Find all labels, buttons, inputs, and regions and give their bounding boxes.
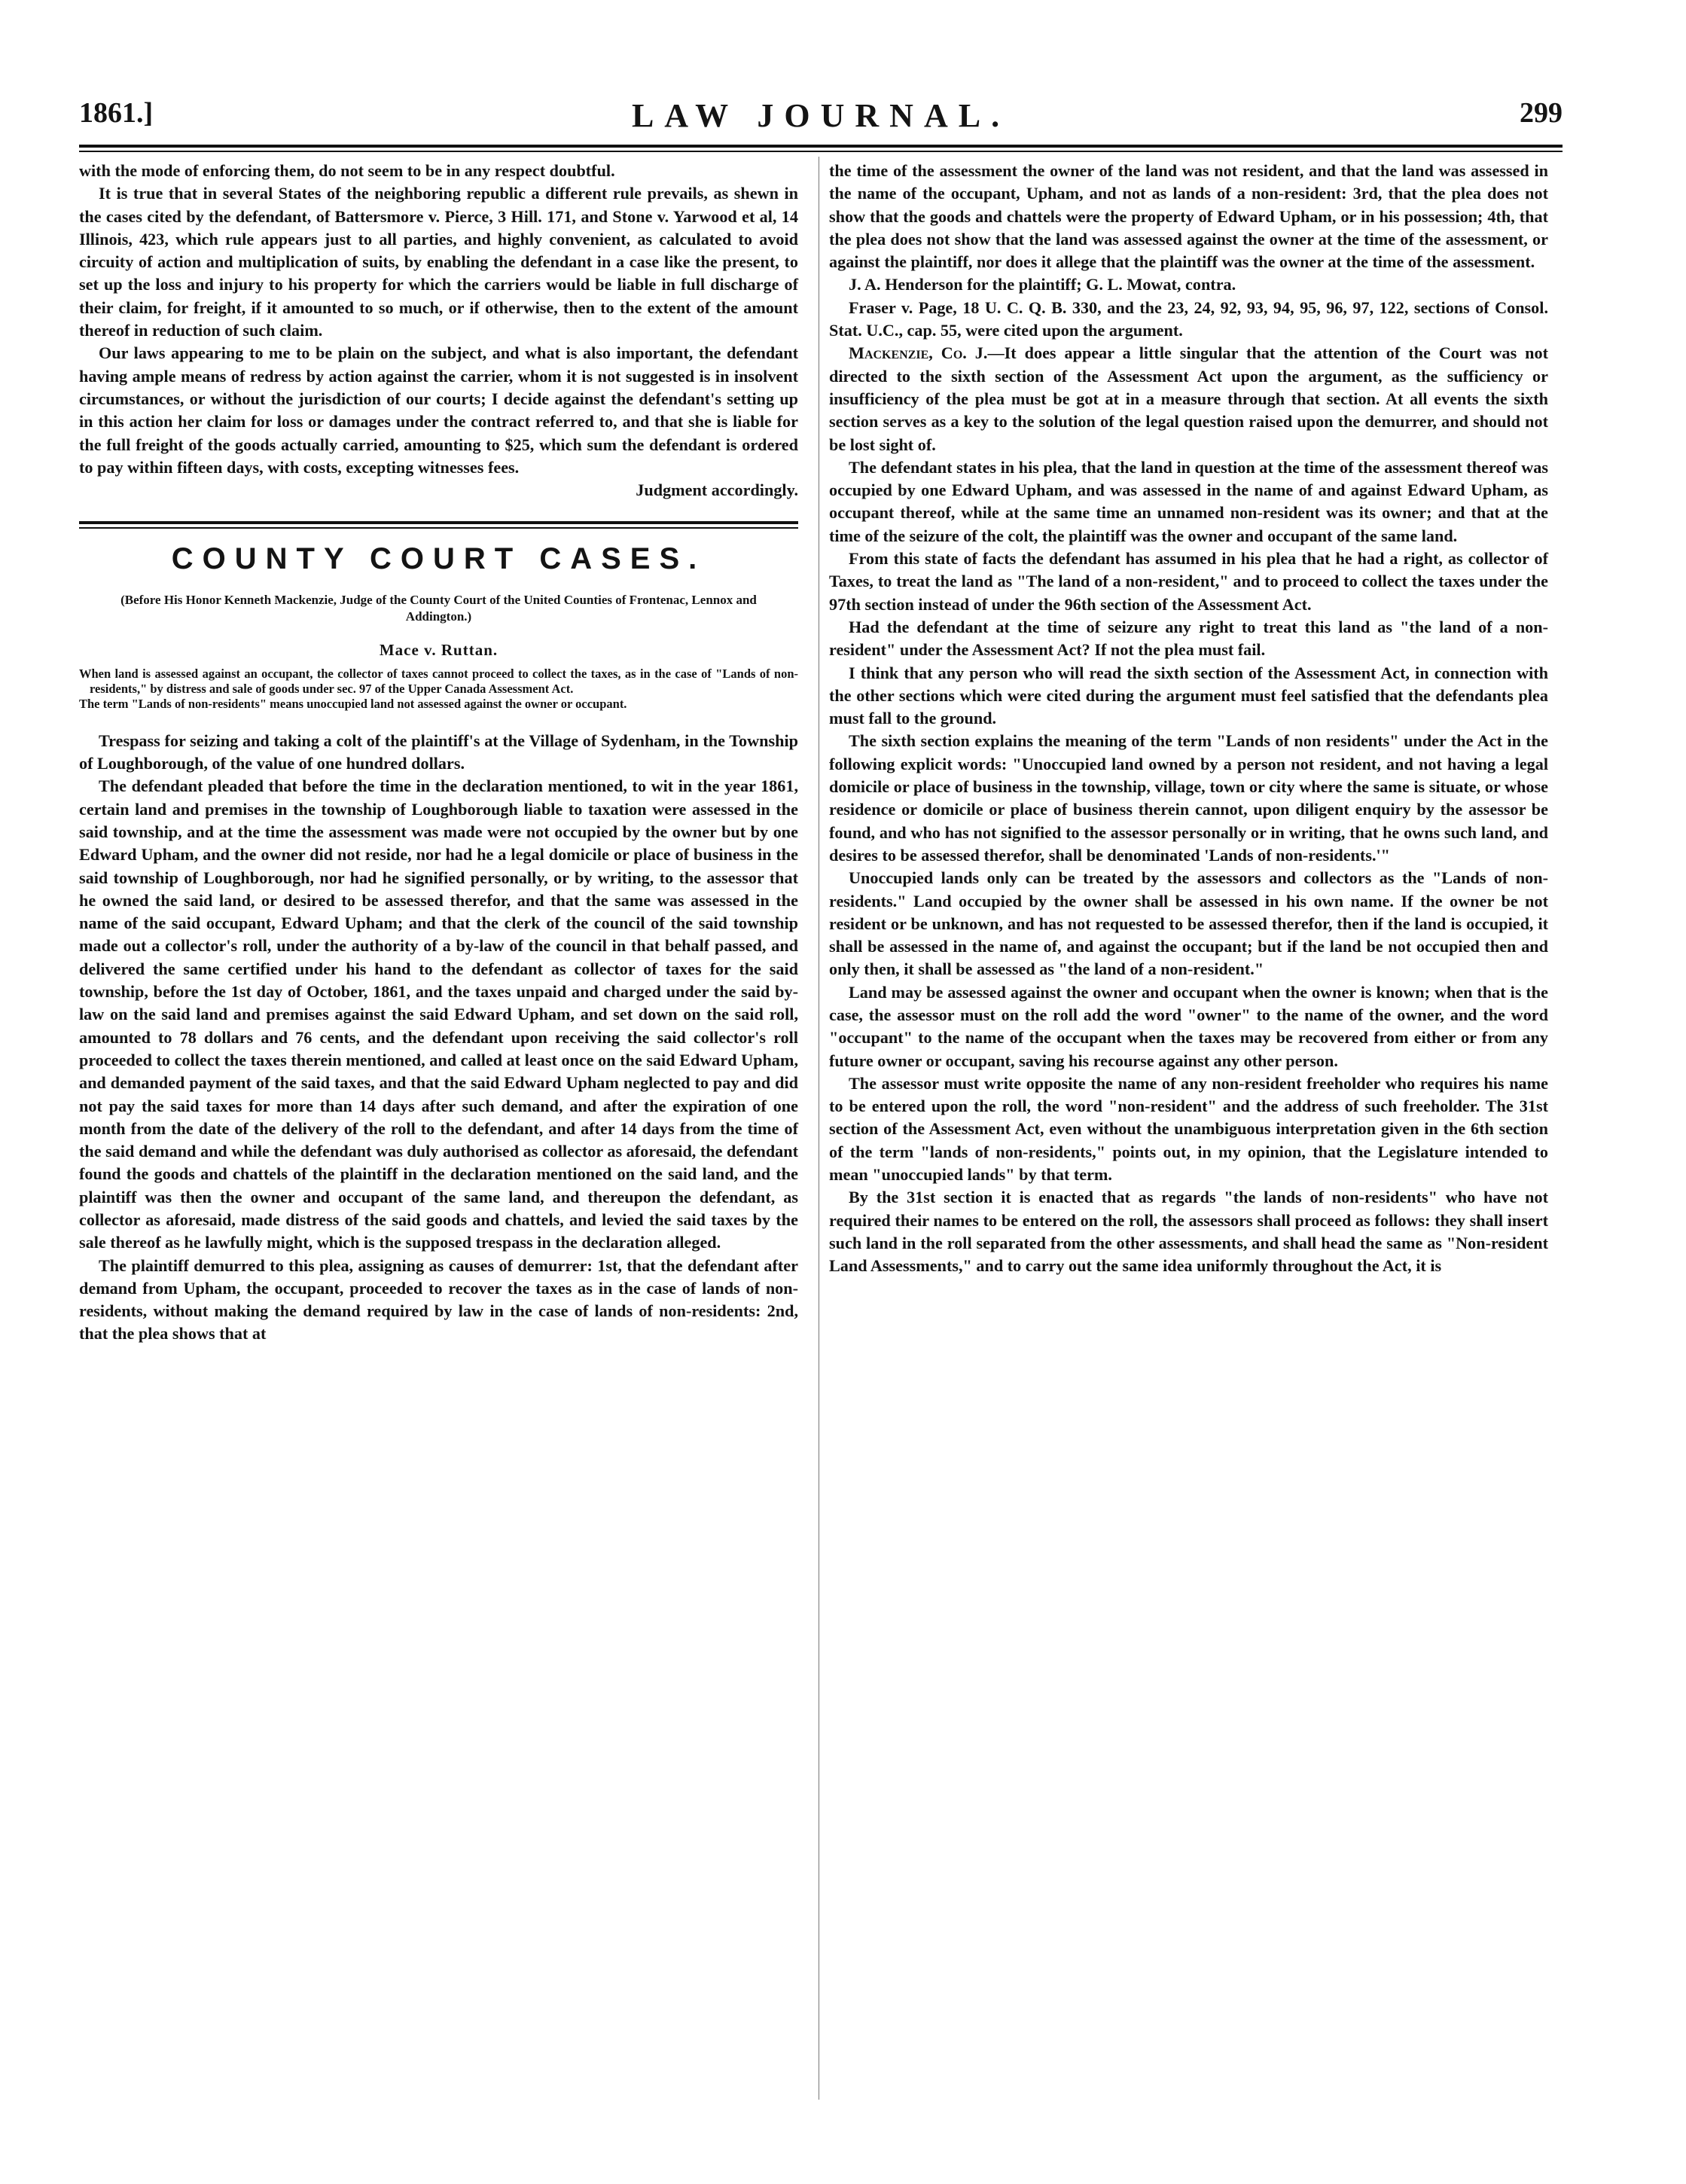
page-header xyxy=(79,96,1563,142)
paragraph: The defendant pleaded that before the time in the declaration mentioned, to wit in the year 1861, certain land and premises in the township of Loughborough liable to taxation were assessed in the said township, and at the time the assessment was made were not occupied by the owner but by one Edward Upham, and the owner did not reside, nor had he a legal domicile or place of business in the said township of Loughborough, nor had he signified personally, or by writing, to the assessor that he owned the said land, or desired to be assessed therefor, and that the same was assessed in the name of the said occupant, Edward Upham; and that the clerk of the council of the said township made out a collector's roll, under the authority of a by-law of the council in that behalf passed, and delivered the same certified under his hand to the defendant as collector of taxes for the said township, before the 1st day of October, 1861, and the taxes unpaid and charged under the said by-law on the said land and premises against the said Edward Upham, and set down on the said roll, amounted to 78 dollars and 76 cents, and the defendant upon receiving the said collector's roll proceeded to collect the taxes therein mentioned, and called at least once on the said Edward Upham, and demanded payment of the said taxes, and that the said Edward Upham neglected to pay and did not pay the said taxes for more than 14 days after such demand, and after the expiration of one month from the date of the delivery of the roll to the defendant, and after 14 days from the time of the said demand and while the defendant was duly authorised as collector as aforesaid, the defendant found the goods and chattels of the plaintiff in the declaration mentioned on the said land, and the plaintiff was then the owner and occupant of the same land, and thereupon the defendant, as collector as aforesaid, made distress of the said goods and chattels, and levied the said taxes by the sale thereof as he lawfully might, which is the supposed trespass in the declaration alleged. xyxy=(79,776,798,1252)
header-year: 1861.] xyxy=(79,97,154,129)
left-column xyxy=(79,160,798,1346)
case-title: Mace v. Ruttan. xyxy=(379,641,498,660)
separator-thick xyxy=(79,521,798,524)
continuation-paragraph: with the mode of enforcing them, do not seem to be in any respect doubtful. xyxy=(79,161,615,180)
paragraph: The assessor must write opposite the name of any non-resident freeholder who requires his name to be entered upon the roll, the word "non-resident" and the address of such freeholder. The 31st section of the Assessment Act, even without the unambiguous interpretation given in the 6th section of the term "lands of non-residents," points out, in my opinion, that the Legislature intended to mean "unoccupied lands" by that term. xyxy=(829,1073,1548,1185)
paragraph: I think that any person who will read the sixth section of the Assessment Act, in connection with the other sections which were cited during the argument must feel satisfied that the defendants plea must fall to the ground. xyxy=(829,663,1548,728)
right-column xyxy=(829,160,1548,1278)
paragraph: Had the defendant at the time of seizure any right to treat this land as "the land of a non-resident" under the Assessment Act? If not the plea must fail. xyxy=(829,617,1548,660)
paragraph: It is true that in several States of the neighboring republic a different rule prevails, as shewn in the cases cited by the defendant, of Battersmore v. Pierce, 3 Hill. 171, and Stone v. Yarwood et al, 14 Illinois, 423, which rule appears just to all parties, and highly convenient, as calculated to avoid circuity of action and multiplication of suits, by enabling the defendant in a case like the present, to set up the loss and injury to his property for which the carriers would be liable in full discharge of their claim, for freight, if it amounted to so much, or if otherwise, then to the extent of the amount thereof in reduction of such claim. xyxy=(79,184,798,340)
paragraph: Trespass for seizing and taking a colt of the plaintiff's at the Village of Sydenham, in the Township of Loughborough, of the value of one hundred dollars. xyxy=(79,731,798,773)
paragraph: By the 31st section it is enacted that as regards "the lands of non-residents" who have not required their names to be entered on the roll, the assessors shall proceed as follows: they shall insert such land in the roll separated from the other assessments, and shall head the same as "Non-resident Land Assessments," and to carry out the same idea uniformly throughout the Act, it is xyxy=(829,1188,1548,1276)
paragraph: The sixth section explains the meaning of the term "Lands of non residents" under the Act in the following explicit words: "Unoccupied land owned by a person not resident, and not having a legal domicile or place of business in the township, village, town or city where the same is situate, or whose residence or domicile or place of business therein cannot, upon diligent enquiry by the assessor be found, and who has not signified to the assessor personally or in writing, that he owns such land, and desires to be assessed therefor, shall be denominated 'Lands of non-residents.'" xyxy=(829,731,1548,865)
paragraph: From this state of facts the defendant has assumed in his plea that he had a right, as collector of Taxes, to treat the land as "The land of a non-resident," and to proceed to collect the taxes under the 97th section instead of under the 96th section of the Assessment Act. xyxy=(829,549,1548,614)
paragraph: The defendant states in his plea, that the land in question at the time of the assessment thereof was occupied by one Edward Upham, and was assessed in the name of and against Edward Upham, as occupant thereof, while at the same time an unnamed non-resident was its owner; and that at the time of the seizure of the colt, the plaintiff was the owner and occupant of the same land. xyxy=(829,457,1548,545)
paragraph: Unoccupied lands only can be treated by the assessors and collectors as the "Lands of non-residents." Land occupied by the owner shall be assessed in his own name. If the owner be not resident or be unknown, and has not requested to be assessed therefor, then if the land is occupied, it shall be assessed in the name of, and against the occupant; but if the land be not occupied then and only then, it shall be assessed as "the land of a non-resident." xyxy=(829,868,1548,979)
opinion-text: —It does appear a little singular that the attention of the Court was not directed to the sixth section of the Assessment Act upon the argument, as the sufficiency or insufficiency of the plea must be got at in a measure through that section. At all events the sixth section serves as a key to the solution of the legal question raised upon the demurrer, and should not be lost sight of. xyxy=(829,343,1549,454)
journal-title: LAW JOURNAL. xyxy=(631,97,1011,134)
counsel-line: J. A. Henderson for the plaintiff; G. L. Mowat, contra. xyxy=(849,275,1236,294)
headnote: The term "Lands of non-residents" means unoccupied land not assessed against the owner or occupant. xyxy=(79,696,627,711)
section-title: COUNTY COURT CASES. xyxy=(171,542,706,576)
separator-thin xyxy=(79,527,798,529)
section-separator xyxy=(79,521,798,529)
citations: Fraser v. Page, 18 U. C. Q. B. 330, and the 23, 24, 92, 93, 94, 95, 96, 97, 122, sections of Consol. Stat. U.C., cap. 55, were cited upon the argument. xyxy=(829,297,1548,340)
paragraph: Land may be assessed against the owner and occupant when the owner is known; when that is the case, the assessor must on the roll add the word "owner" to the name of the owner, and the word "occupant" to the name of the occupant when the taxes may be recovered from either or from any future owner or occupant, saving his recourse against any other person. xyxy=(829,982,1548,1070)
header-rule-thick xyxy=(79,145,1563,148)
paragraph: The plaintiff demurred to this plea, assigning as causes of demurrer: 1st, that the defendant after demand from Upham, the occupant, proceeded to recover the taxes as in the case of lands of non-residents, without making the demand required by law in the case of lands of non-residents: 2nd, that the plea shows that at xyxy=(79,1255,798,1344)
paragraph: Our laws appearing to me to be plain on the subject, and what is also important, the defendant having ample means of redress by action against the carrier, whom it is not suggested is in insolvent circumstances, or without the jurisdiction of our courts; I decide against the defendant's setting up in this action her claim for loss or damages under the contract referred to, and that she is liable for the full freight of the goods actually carried, amounting to $25, which sum the defendant is ordered to pay within fifteen days, with costs, excepting witnesses fees. xyxy=(79,343,798,477)
opinion-paragraph xyxy=(829,342,1548,456)
headnotes xyxy=(79,666,798,712)
judge-name: Mackenzie, Co. J. xyxy=(849,343,988,363)
page-number: 299 xyxy=(1520,97,1563,129)
judgment-line: Judgment accordingly. xyxy=(636,480,798,500)
header-rule-thin xyxy=(79,151,1563,152)
continuation-paragraph: the time of the assessment the owner of the land was not resident, and that the land was assessed in the name of the occupant, Upham, and not as lands of a non-resident: 3rd, that the plea does not show that the goods and chattels were the property of Edward Upham, or in his possession; 4th, that the plea does not show that the land was assessed against the owner at the time of the assessment, or against the plaintiff, nor does it allege that the plaintiff was the owner at the time of the assessment. xyxy=(829,161,1548,272)
court-note: (Before His Honor Kenneth Mackenzie, Judge of the County Court of the United Counties of Frontenac, Lennox and Addington.) xyxy=(120,593,757,624)
headnote: When land is assessed against an occupant, the collector of taxes cannot proceed to collect the taxes, as in the case of "Lands of non-residents," by distress and sale of goods under sec. 97 of the Upper Canada Assessment Act. xyxy=(79,666,798,696)
